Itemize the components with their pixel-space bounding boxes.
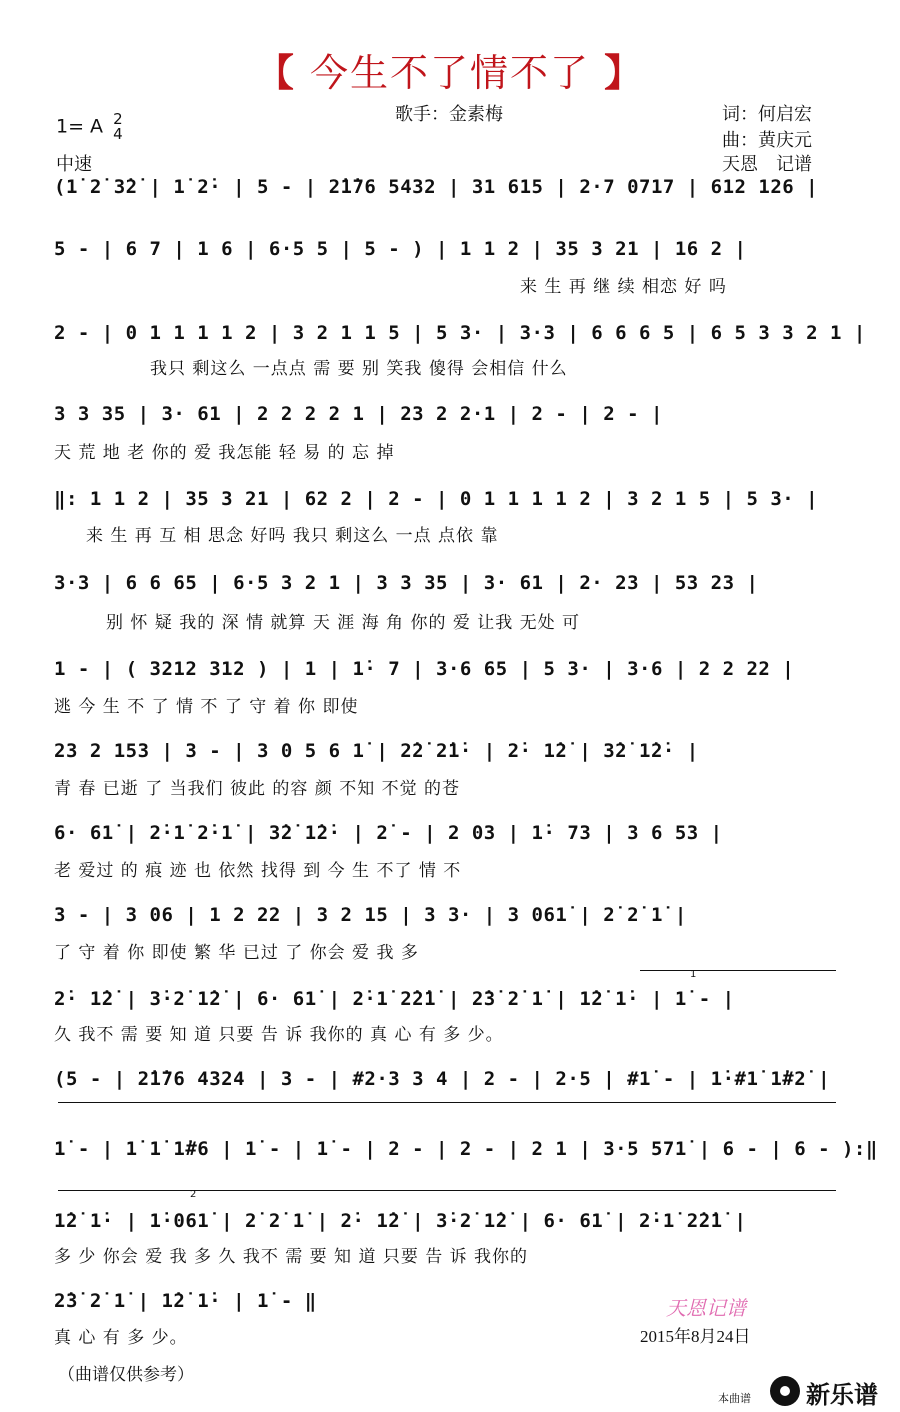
record-disc-icon	[770, 1376, 800, 1406]
lyricist-credit: 词：何启宏	[722, 104, 812, 125]
key-signature	[56, 112, 123, 142]
notation-line: 2̇3̇ 2̇ 1̇ | 1̇2̇ 1̇· | 1̇ - ‖	[54, 1290, 317, 1312]
first-ending-bracket	[640, 969, 836, 980]
lyrics-line: 青 春 已逝 了 当我们 彼此 的容 颜 不知 不觉 的苍	[54, 779, 461, 799]
singer-credit: 歌手：金素梅	[395, 104, 503, 125]
second-ending-bracket	[58, 1189, 836, 1200]
notation-line: (1̇ 2̇ 3̇2̇ | 1̇ 2̇· | 5 - | 2̇1̇76 5432 | 31 615 | 2·7 0717 | 612 126 |	[54, 176, 819, 198]
notation-line: 6· 61̇ | 2̇·1̇ 2̇·1̇ | 3̇2̇ 1̇2̇· | 2̇ - | 2 03 | 1̇· 73 | 3 6 53 |	[54, 822, 723, 844]
title-bracket-close: 】	[604, 51, 645, 95]
notation-line: 1 - | ( 3212 312 ) | 1 | 1̇· 7 | 3·6 65 | 5 3· | 3·6 | 2 2 22 |	[54, 658, 795, 680]
second-ending-label: 2	[190, 1189, 197, 1200]
composer-credit: 曲：黄庆元	[722, 130, 812, 151]
lyrics-line: 我只 剩这么 一点点 需 要 别 笑我 傻得 会相信 什么	[150, 359, 568, 379]
first-ending-label: 1	[690, 969, 697, 980]
notation-line: 1̇2̇ 1̇· | 1̇·061̇ | 2̇ 2̇ 1̇ | 2̇· 1̇2̇ | 3̇·2̇ 1̇2̇ | 6· 61̇ | 2̇·1̇ 2̇2̇1̇ |	[54, 1210, 747, 1232]
notation-line: 5 - | 6 7 | 1 6 | 6·5 5 | 5 - ) | 1 1 2 | 35 3 21 | 16 2 |	[54, 238, 747, 260]
notation-line: 2̇· 1̇2̇ | 3̇·2̇ 1̇2̇ | 6· 61̇ | 2̇·1̇ 2̇2̇1̇ | 2̇3̇ 2̇ 1̇ | 1̇2̇ 1̇· | 1̇ - |	[54, 988, 735, 1010]
lyrics-line: 逃 今 生 不 了 情 不 了 守 着 你 即使	[54, 697, 359, 717]
transcriber-credit: 天恩 记谱	[722, 154, 812, 175]
notation-line: 23 2 153 | 3 - | 3 0 5 6 1̇ | 2̇2̇ 2̇1̇· | 2̇· 1̇2̇ | 3̇2̇ 1̇2̇· |	[54, 740, 699, 762]
lyrics-line: 来 生 再 互 相 思念 好吗 我只 剩这么 一点 点依 靠	[86, 526, 499, 546]
notation-line: 3·3 | 6 6 65 | 6·5 3 2 1 | 3 3 35 | 3· 61 | 2· 23 | 53 23 |	[54, 572, 759, 594]
lyrics-line: 了 守 着 你 即使 繁 华 已过 了 你会 爱 我 多	[54, 943, 419, 963]
key-label: 1= A	[56, 115, 104, 138]
notation-line: 2 - | 0 1 1 1 1 2 | 3 2 1 1 5 | 5 3· | 3·3 | 6 6 6 5 | 6 5 3 3 2 1 |	[54, 322, 866, 344]
lyrics-line: 久 我不 需 要 知 道 只要 告 诉 我你的 真 心 有 多 少。	[54, 1025, 504, 1045]
song-title	[0, 42, 900, 97]
notation-line: 1̇ - | 1̇ 1̇ 1̇#6 | 1̇ - | 1̇ - | 2 - | 2 - | 2 1 | 3·5 571̇ | 6 - | 6 - ):‖	[54, 1138, 878, 1160]
time-signature-bottom: 4	[113, 125, 123, 143]
time-signature	[113, 112, 123, 142]
source-label: 本曲谱	[718, 1392, 751, 1405]
reference-note: （曲谱仅供参考）	[58, 1365, 194, 1385]
repeat-section-bracket	[58, 1102, 836, 1103]
lyrics-line: 天 荒 地 老 你的 爱 我怎能 轻 易 的 忘 掉	[54, 443, 395, 463]
time-signature-top: 2	[113, 110, 123, 128]
site-logo-text: 新乐谱	[806, 1381, 878, 1409]
title-bracket-open: 【	[255, 51, 296, 95]
lyrics-line: 来 生 再 继 续 相恋 好 吗	[520, 277, 727, 297]
notation-line: (5 - | 2̇1̇76 4324 | 3 - | #2·3 3 4 | 2 - | 2·5 | #1̇ - | 1̇·#1̇ 1̇#2̇ |	[54, 1068, 831, 1090]
lyrics-line: 真 心 有 多 少。	[54, 1328, 188, 1348]
lyrics-line: 别 怀 疑 我的 深 情 就算 天 涯 海 角 你的 爱 让我 无处 可	[106, 613, 581, 633]
lyrics-line: 多 少 你会 爱 我 多 久 我不 需 要 知 道 只要 告 诉 我你的	[54, 1247, 529, 1267]
lyrics-line: 老 爱过 的 痕 迹 也 依然 找得 到 今 生 不了 情 不	[54, 861, 462, 881]
transcription-date: 2015年8月24日	[640, 1327, 751, 1346]
title-text: 今生不了情不了	[309, 51, 590, 95]
tempo-marking: 中速	[56, 154, 92, 175]
notation-line: ‖: 1 1 2 | 35 3 21 | 62 2 | 2 - | 0 1 1 1 1 2 | 3 2 1 5 | 5 3· |	[54, 488, 819, 510]
notation-line: 3 3 35 | 3· 61 | 2 2 2 2 1 | 23 2 2·1 | 2 - | 2 - |	[54, 403, 663, 425]
notation-line: 3 - | 3 06 | 1 2 22 | 3 2 15 | 3 3· | 3 061̇ | 2̇ 2̇ 1̇ |	[54, 904, 687, 926]
transcriber-signature: 天恩记谱	[666, 1296, 746, 1320]
